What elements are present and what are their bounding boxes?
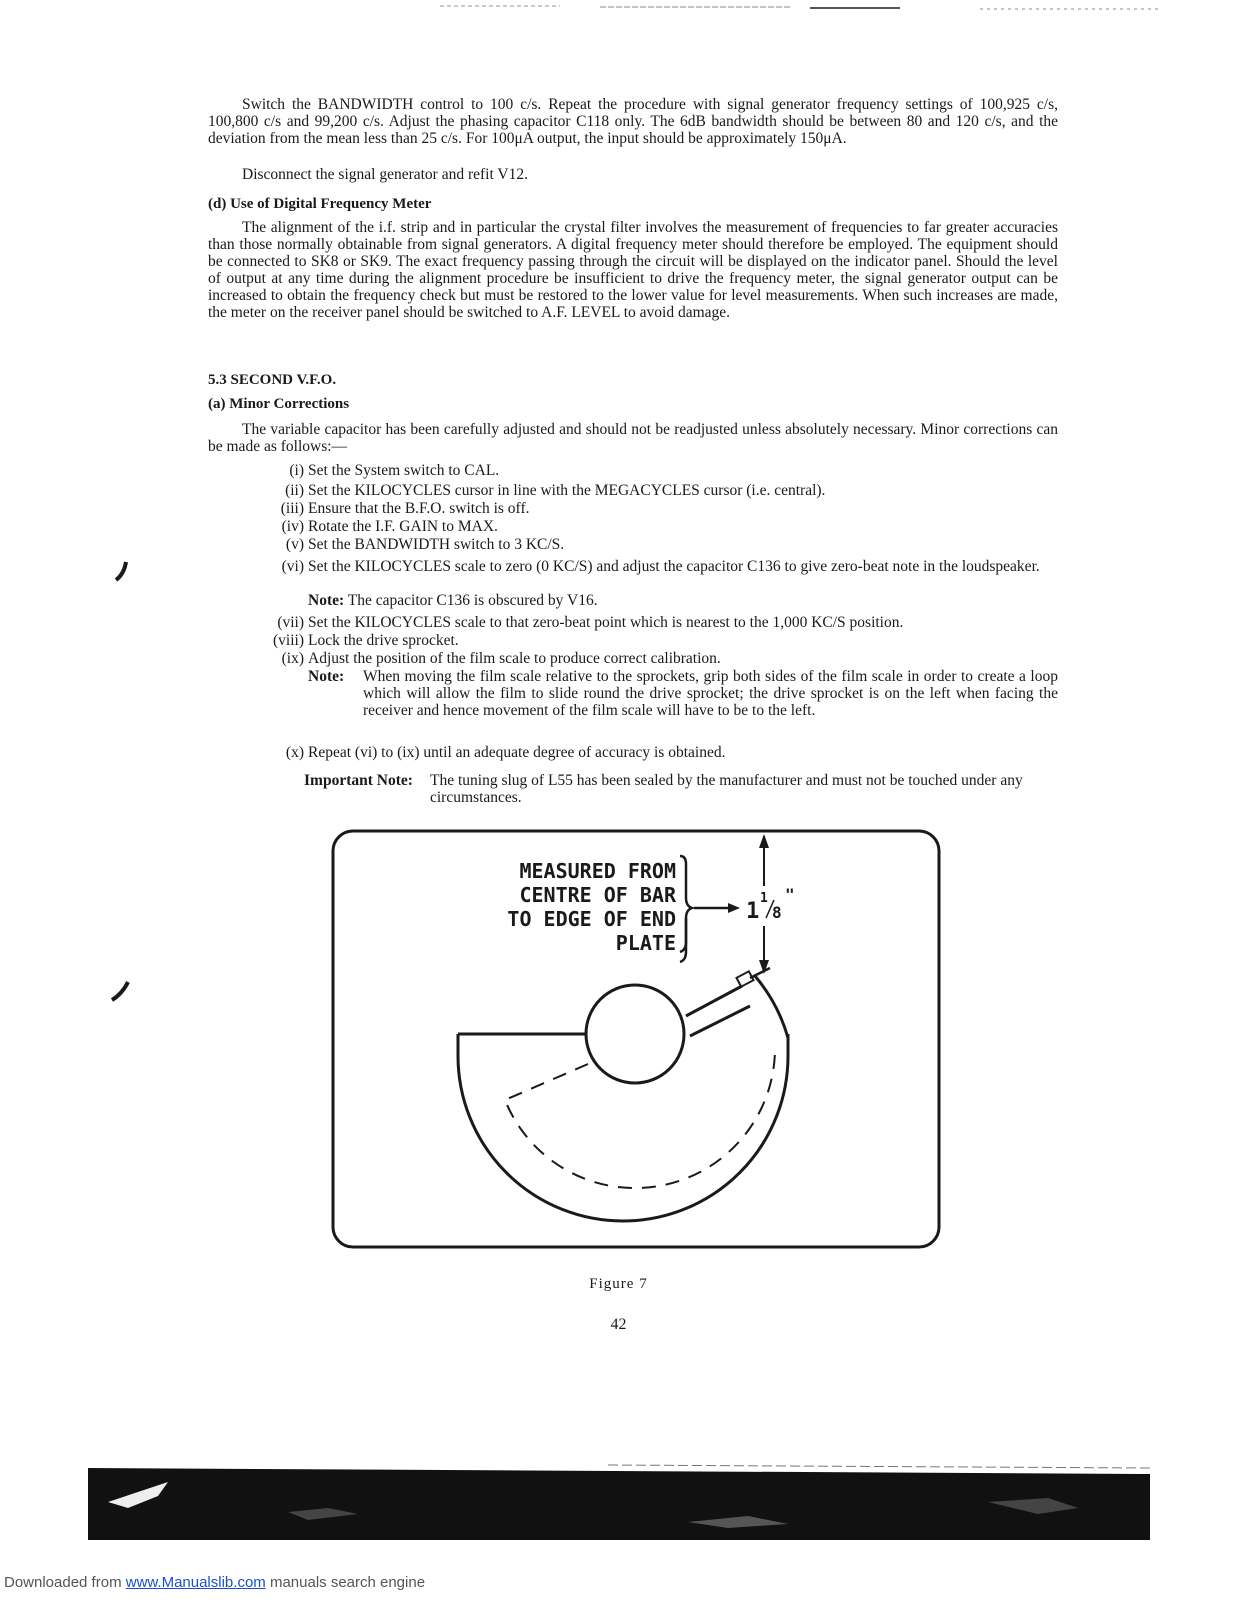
download-footer [4, 1574, 425, 1591]
dimension-arrow-up [759, 834, 769, 848]
important-note-text: The tuning slug of L55 has been sealed by the manufacturer and must not be touched under any circumstances. [430, 772, 1023, 806]
scan-artifact-bottom-bar [88, 1462, 1150, 1540]
note-text: The capacitor C136 is obscured by V16. [347, 592, 598, 609]
figure-label-line: TO EDGE OF END [507, 907, 676, 931]
step-text: Set the BANDWIDTH switch to 3 KC/S. [308, 536, 565, 553]
step-text: Repeat (vi) to (ix) until an adequate degree of accuracy is obtained. [308, 744, 726, 761]
arm-arc [755, 976, 788, 1038]
dimension-unit: " [785, 885, 795, 904]
figure-caption: Figure 7 [589, 1276, 648, 1292]
note [308, 592, 1058, 609]
step-text: Set the System switch to CAL. [308, 462, 500, 479]
paragraph-variable-capacitor: The variable capacitor has been carefully adjusted and should not be readjusted unless absolutely necessary. Minor corrections can be made as follows:— [208, 421, 1058, 455]
heading-second-vfo: 5.3 SECOND V.F.O. [208, 372, 337, 388]
step-text: Rotate the I.F. GAIN to MAX. [308, 518, 498, 535]
step-text: Set the KILOCYCLES scale to zero (0 KC/S) and adjust the capacitor C136 to give zero-beat note in the loudspeaker. [308, 558, 1040, 575]
step-text: Adjust the position of the film scale to produce correct calibration. [308, 650, 721, 667]
figure-7-diagram [330, 828, 942, 1252]
bar-arm [686, 986, 750, 1036]
step-number: (ii) [285, 482, 304, 499]
step-number: (i) [289, 462, 304, 479]
dimension-label [746, 885, 795, 924]
step-number: (viii) [273, 632, 304, 649]
step-number: (v) [285, 536, 304, 553]
step-number: (iv) [281, 518, 304, 535]
margin-mark-2 [110, 980, 132, 1002]
dimension-denominator: 8 [772, 903, 782, 922]
step-number: (vi) [281, 558, 304, 575]
note-label: Note: [308, 592, 345, 609]
step-text: Lock the drive sprocket. [308, 632, 459, 649]
step-text: Set the KILOCYCLES cursor in line with the MEGACYCLES cursor (i.e. central). [308, 482, 826, 499]
paragraph-frequency-meter: The alignment of the i.f. strip and in particular the crystal filter involves the measurement of frequencies to far greater accuracies than those normally obtainable from signal generators. A digital frequency meter should therefore be employed. The equipment should be connected to SK8 or SK9. The exact frequency passing through the circuit will be displayed on the indicator panel. Should the level of output at any time during the alignment procedure be insufficient to drive the frequency meter, the signal generator output can be increased to obtain the frequency check but must be restored to the lower value for level measurements. When such increases are made, the meter on the receiver panel should be switched to A.F. LEVEL to avoid damage. [208, 219, 1058, 321]
heading-digital-frequency-meter: (d) Use of Digital Frequency Meter [208, 196, 432, 212]
bar-end-line [750, 968, 770, 978]
footer-suffix: manuals search engine [265, 1574, 426, 1591]
pointer-arrow-head [728, 903, 740, 913]
heading-minor-corrections: (a) Minor Corrections [208, 396, 350, 412]
figure-label-line: PLATE [615, 931, 676, 955]
bar-end-block [736, 971, 753, 986]
scan-artifact-top [0, 0, 1237, 20]
hub-circle [586, 985, 684, 1083]
manualslib-link[interactable]: www.Manualslib.com [125, 1574, 266, 1591]
dimension-numerator: 1 [760, 891, 768, 906]
figure-label-line: MEASURED FROM [519, 859, 676, 883]
figure-label-line: CENTRE OF BAR [519, 883, 676, 907]
step-text: Ensure that the B.F.O. switch is off. [308, 500, 530, 517]
footer-prefix: Downloaded from [4, 1574, 126, 1591]
note-text: When moving the film scale relative to the sprockets, grip both sides of the film scale in order to create a loop which will allow the film to slide round the drive sprocket; the drive sprocket is on the left when facing the receiver and hence movement of the film scale will have to be to the left. [363, 668, 1058, 719]
step-number: (ix) [281, 650, 304, 667]
figure-label [507, 859, 677, 955]
step-number: (vii) [277, 614, 304, 631]
step-number: (x) [285, 744, 304, 761]
dimension-whole: 1 [746, 899, 760, 924]
important-note-label: Important Note: [304, 772, 413, 789]
margin-mark-1 [112, 560, 132, 584]
page-number: 42 [610, 1316, 627, 1333]
step-number: (iii) [280, 500, 304, 517]
step-text: Set the KILOCYCLES scale to that zero-beat point which is nearest to the 1,000 KC/S position. [308, 614, 904, 631]
label-bracket-lower [680, 918, 686, 952]
paragraph-disconnect: Disconnect the signal generator and refit V12. [242, 166, 528, 183]
note-label: Note: [308, 668, 345, 685]
paragraph-bandwidth: Switch the BANDWIDTH control to 100 c/s. Repeat the procedure with signal generator frequency settings of 100,925 c/s, 100,800 c/s and 99,200 c/s. Adjust the phasing capacitor C118 only. The 6dB bandwidth should be between 80 and 120 c/s, and the deviation from the mean less than 25 c/s. For 100μA output, the input should be approximately 150μA. [208, 96, 1058, 147]
